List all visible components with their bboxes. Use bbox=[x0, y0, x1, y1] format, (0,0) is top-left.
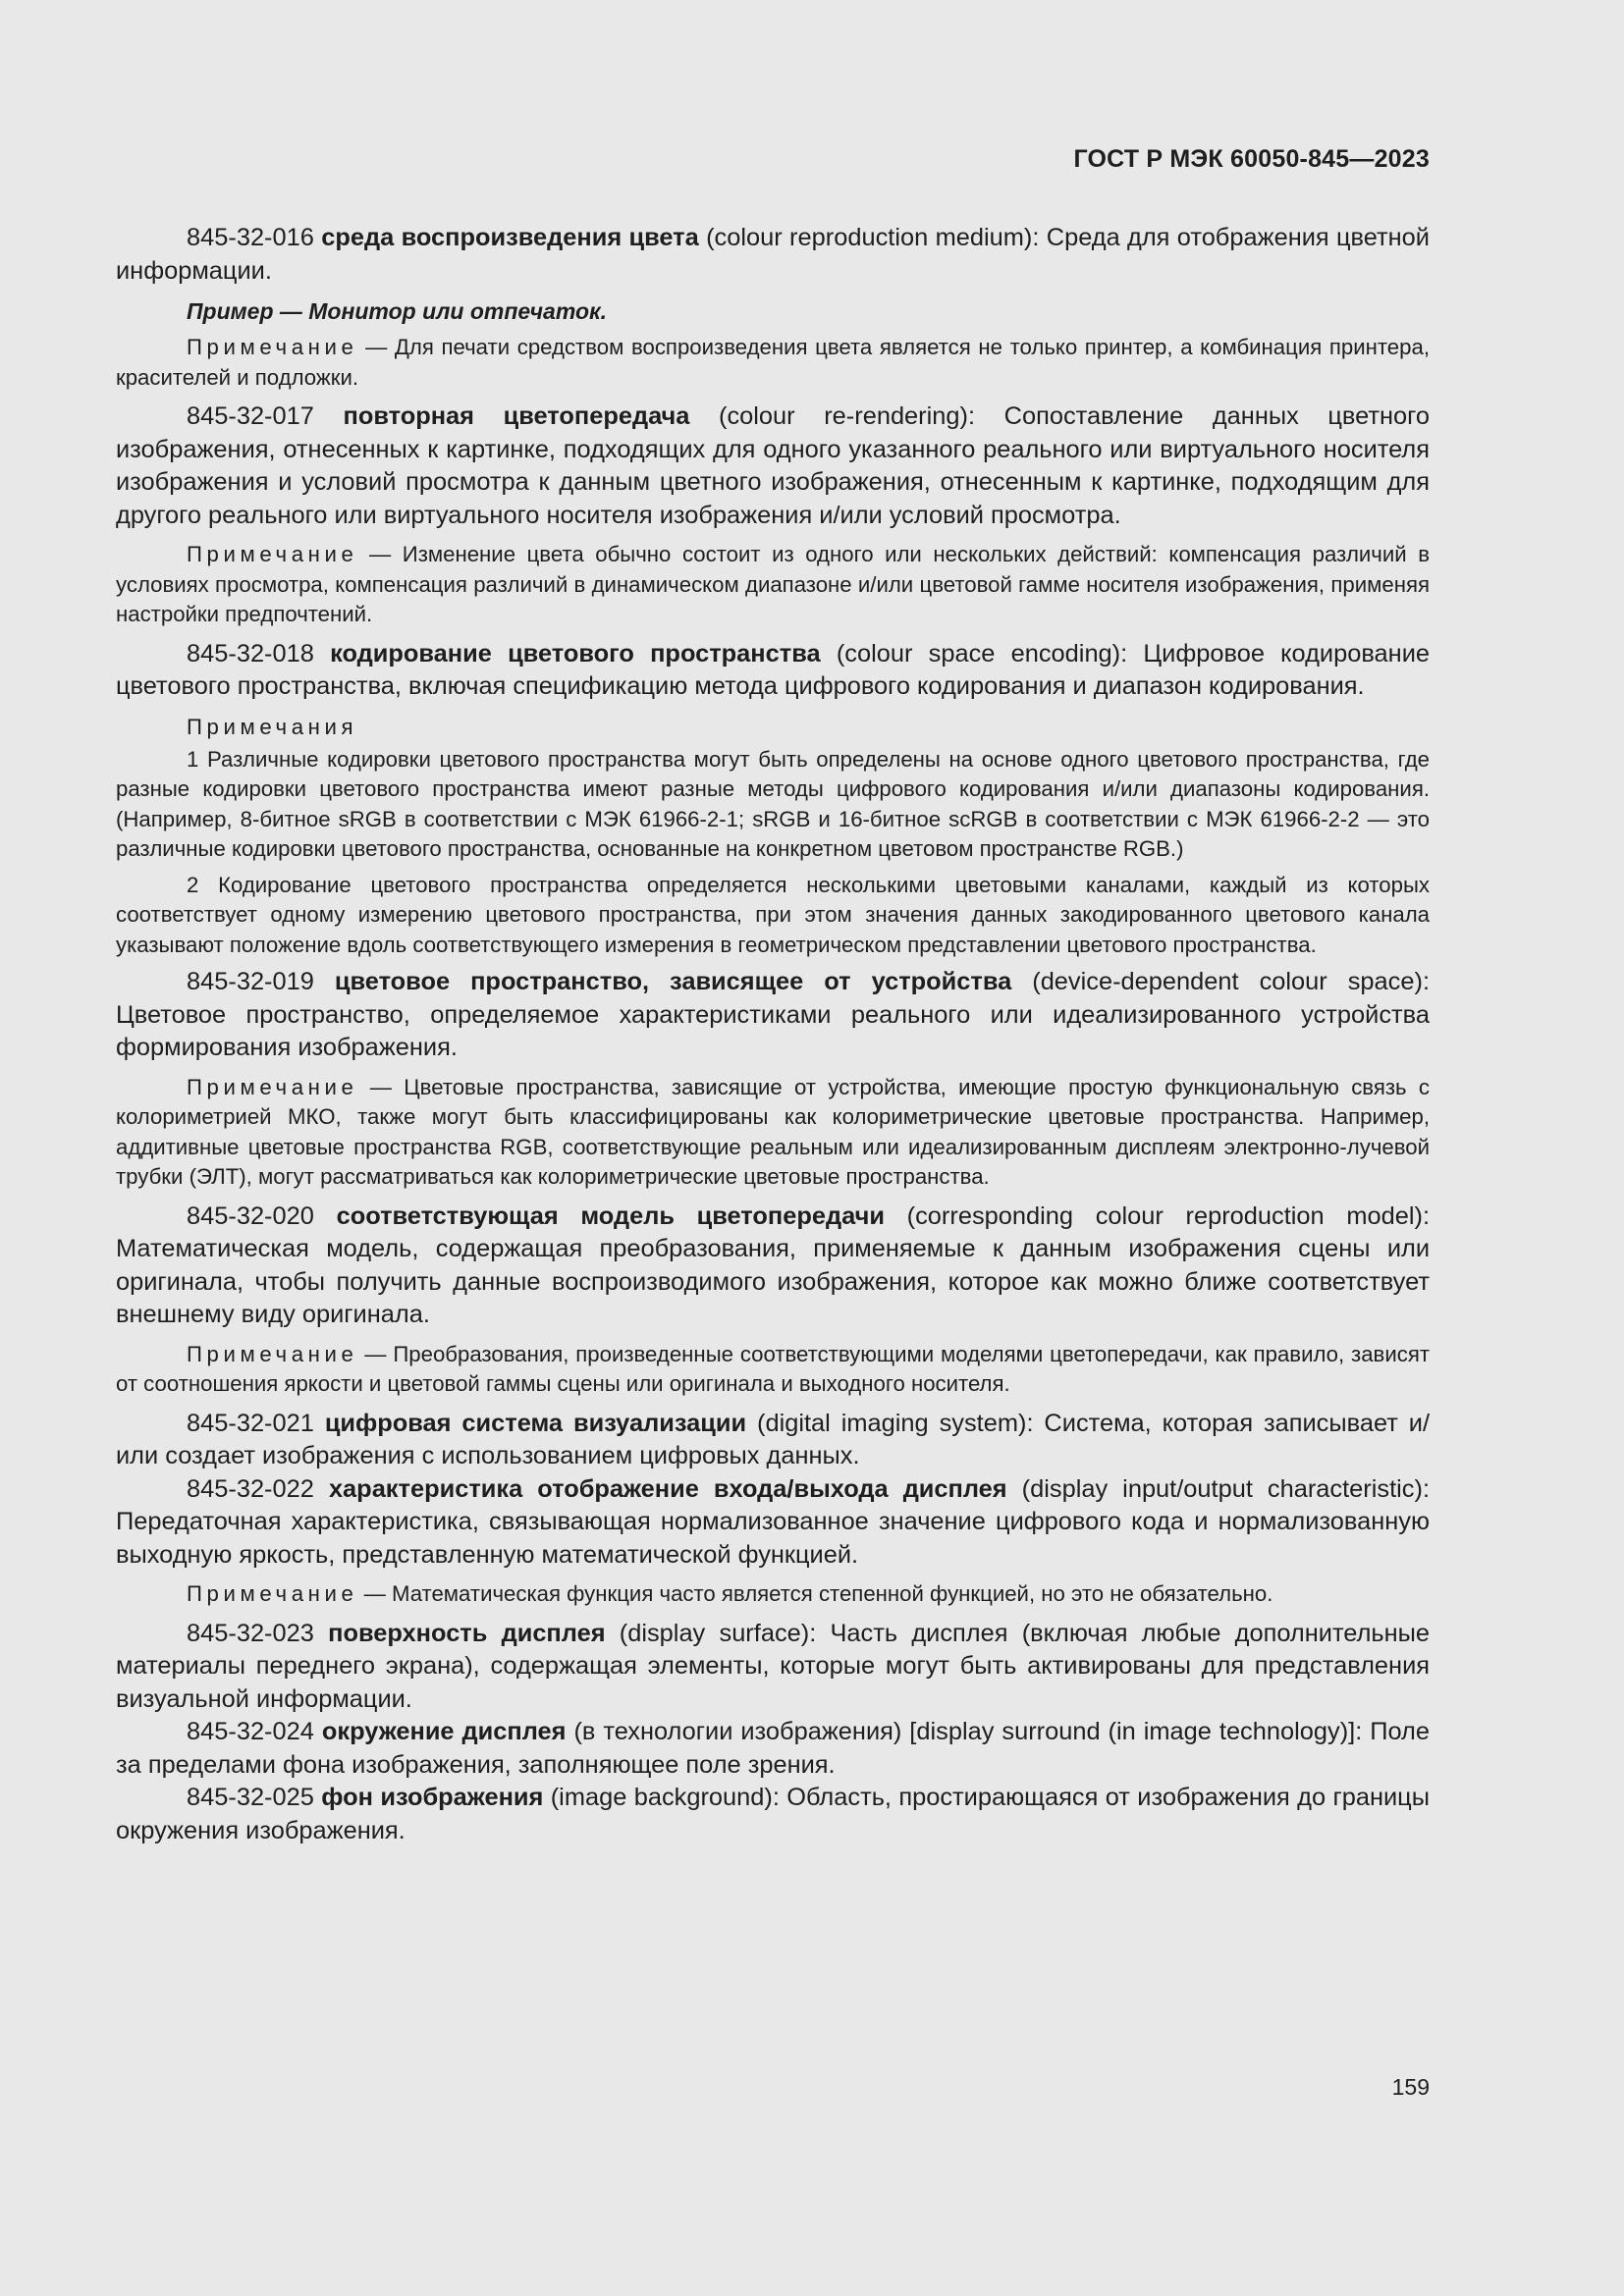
term-definition: (image background): Область, простирающаяся от изображения до границы окружения изображения. bbox=[116, 1784, 1430, 1844]
term-name: цифровая система визуализации bbox=[324, 1409, 747, 1437]
note-016 bbox=[116, 333, 1430, 393]
term-number: 845-32-022 bbox=[187, 1474, 314, 1503]
term-name: цветовое пространство, зависящее от устройства bbox=[334, 968, 1012, 995]
term-entry-025 bbox=[116, 1782, 1430, 1847]
note-019 bbox=[116, 1073, 1430, 1193]
term-number: 845-32-019 bbox=[187, 968, 314, 995]
term-entry-017 bbox=[116, 400, 1430, 532]
term-definition: (device-dependent colour space): Цветовое пространство, определяемое характеристиками реального или идеализированного устройства формирования изображения. bbox=[116, 968, 1430, 1061]
notes-heading: Примечания bbox=[187, 714, 358, 739]
note-item-1: 1 Различные кодировки цветового пространства могут быть определены на основе одного цветового пространства, где разные кодировки цветового пространства имеют разные методы цифрового кодирования и/или диапазоны кодирования. (Например, 8-битное sRGB в соответствии с МЭК 61966-2-1; sRGB и 16-битное scRGB в соответствии с МЭК 61966-2-2 — это различные кодировки цветового пространства, основанные на конкретном цветовом пространстве RGB.) bbox=[116, 746, 1430, 861]
term-number: 845-32-018 bbox=[187, 639, 314, 667]
note-text: — Изменение цвета обычно состоит из одного или нескольких действий: компенсация различий в условиях просмотра, компенсация различий в динамическом диапазоне и/или цветовой гамме носителя изображения, применяя настройки предпочтений. bbox=[116, 542, 1430, 626]
term-number: 845-32-021 bbox=[187, 1409, 314, 1437]
note-label: Примечание bbox=[187, 1074, 358, 1099]
term-definition: (colour space encoding): Цифровое кодирование цветового пространства, включая спецификацию метода цифрового кодирования и диапазон кодирования. bbox=[116, 639, 1431, 700]
term-definition: (digital imaging system): Система, которая записывает и/или создает изображения с использованием цифровых данных. bbox=[116, 1409, 1431, 1469]
term-name: кодирование цветового пространства bbox=[330, 639, 821, 667]
term-entry-021 bbox=[116, 1408, 1430, 1473]
page-number: 159 bbox=[1391, 2074, 1430, 2100]
note-text: — Математическая функция часто является степенной функцией, но это не обязательно. bbox=[363, 1581, 1273, 1606]
term-entry-016 bbox=[116, 222, 1430, 288]
term-definition: (display surface): Часть дисплея (включая любые дополнительные материалы переднего экрана), содержащая элементы, которые могут быть активированы для представления визуальной информации. bbox=[116, 1619, 1431, 1713]
note-text: — Для печати средством воспроизведения цвета является не только принтер, а комбинация принтера, красителей и подложки. bbox=[116, 335, 1430, 390]
term-number: 845-32-020 bbox=[187, 1201, 314, 1230]
term-number: 845-32-017 bbox=[187, 402, 314, 430]
note-label: Примечание bbox=[187, 335, 358, 359]
note-020 bbox=[116, 1340, 1430, 1400]
term-definition: (display input/output characteristic): Передаточная характеристика, связывающая нормализованное значение цифрового кода и нормализованную выходную яркость, представленную математической функцией. bbox=[116, 1474, 1430, 1569]
term-number: 845-32-016 bbox=[187, 224, 314, 251]
term-definition: (corresponding colour reproduction model): Математическая модель, содержащая преобразования, применяемые к данным изображения сцены или оригинала, чтобы получить данные воспроизводимого изображения, которое как можно ближе соответствует внешнему виду оригинала. bbox=[116, 1201, 1431, 1328]
term-definition: (colour reproduction medium): Среда для отображения цветной информации. bbox=[116, 224, 1430, 285]
term-name: окружение дисплея bbox=[321, 1718, 567, 1745]
document-header: ГОСТ Р МЭК 60050-845—2023 bbox=[1073, 145, 1430, 173]
note-label: Примечание bbox=[187, 1581, 358, 1606]
term-number: 845-32-023 bbox=[187, 1619, 314, 1647]
term-name: фон изображения bbox=[321, 1784, 544, 1811]
note-022 bbox=[116, 1579, 1430, 1610]
term-entry-022 bbox=[116, 1473, 1430, 1573]
note-017 bbox=[116, 540, 1430, 630]
page-body bbox=[116, 222, 1430, 1847]
note-item-2: 2 Кодирование цветового пространства определяется несколькими цветовыми каналами, каждый из которых соответствует одному измерению цветового пространства, при этом значения данных закодированного цветового канала указывают положение вдоль соответствующего измерения в геометрическом представлении цветового пространства. bbox=[116, 872, 1430, 957]
term-name: среда воспроизведения цвета bbox=[321, 224, 699, 251]
note-text: — Цветовые пространства, зависящие от устройства, имеющие простую функциональную связь с колориметрией МКО, также могут быть классифицированы как колориметрические цветовые пространства. Например, аддитивные цветовые пространства RGB, соответствующие реальным или идеализированным дисплеям электронно-лучевой трубки (ЭЛТ), могут рассматриваться как колориметрические цветовые пространства. bbox=[116, 1074, 1430, 1189]
term-entry-020 bbox=[116, 1201, 1430, 1332]
term-number: 845-32-025 bbox=[187, 1784, 314, 1811]
example-text: Пример — Монитор или отпечаток. bbox=[187, 298, 608, 324]
term-definition: (colour re-rendering): Сопоставление данных цветного изображения, отнесенных к картинке, подходящих для одного указанного реального или виртуального носителя изображения и условий просмотра к данным цветного изображения, отнесенным к картинке, подходящим для другого реального или виртуального носителя изображения и/или условий просмотра. bbox=[116, 402, 1430, 529]
term-name: повторная цветопередача bbox=[343, 402, 690, 430]
term-entry-019 bbox=[116, 966, 1430, 1065]
note-label: Примечание bbox=[187, 542, 358, 566]
term-definition: (в технологии изображения) [display surround (in image technology)]: Поле за пределами фона изображения, заполняющее поле зрения. bbox=[116, 1718, 1430, 1779]
term-name: характеристика отображение входа/выхода дисплея bbox=[328, 1474, 1007, 1503]
term-entry-024 bbox=[116, 1716, 1430, 1782]
term-entry-023 bbox=[116, 1618, 1430, 1717]
note-text: — Преобразования, произведенные соответствующими моделями цветопередачи, как правило, зависят от соотношения яркости и цветовой гаммы сцены или оригинала и выходного носителя. bbox=[116, 1341, 1430, 1396]
term-name: соответствующая модель цветопередачи bbox=[336, 1201, 885, 1230]
term-name: поверхность дисплея bbox=[328, 1619, 606, 1647]
term-number: 845-32-024 bbox=[187, 1718, 314, 1745]
note-label: Примечание bbox=[187, 1341, 358, 1366]
term-entry-018 bbox=[116, 638, 1430, 704]
